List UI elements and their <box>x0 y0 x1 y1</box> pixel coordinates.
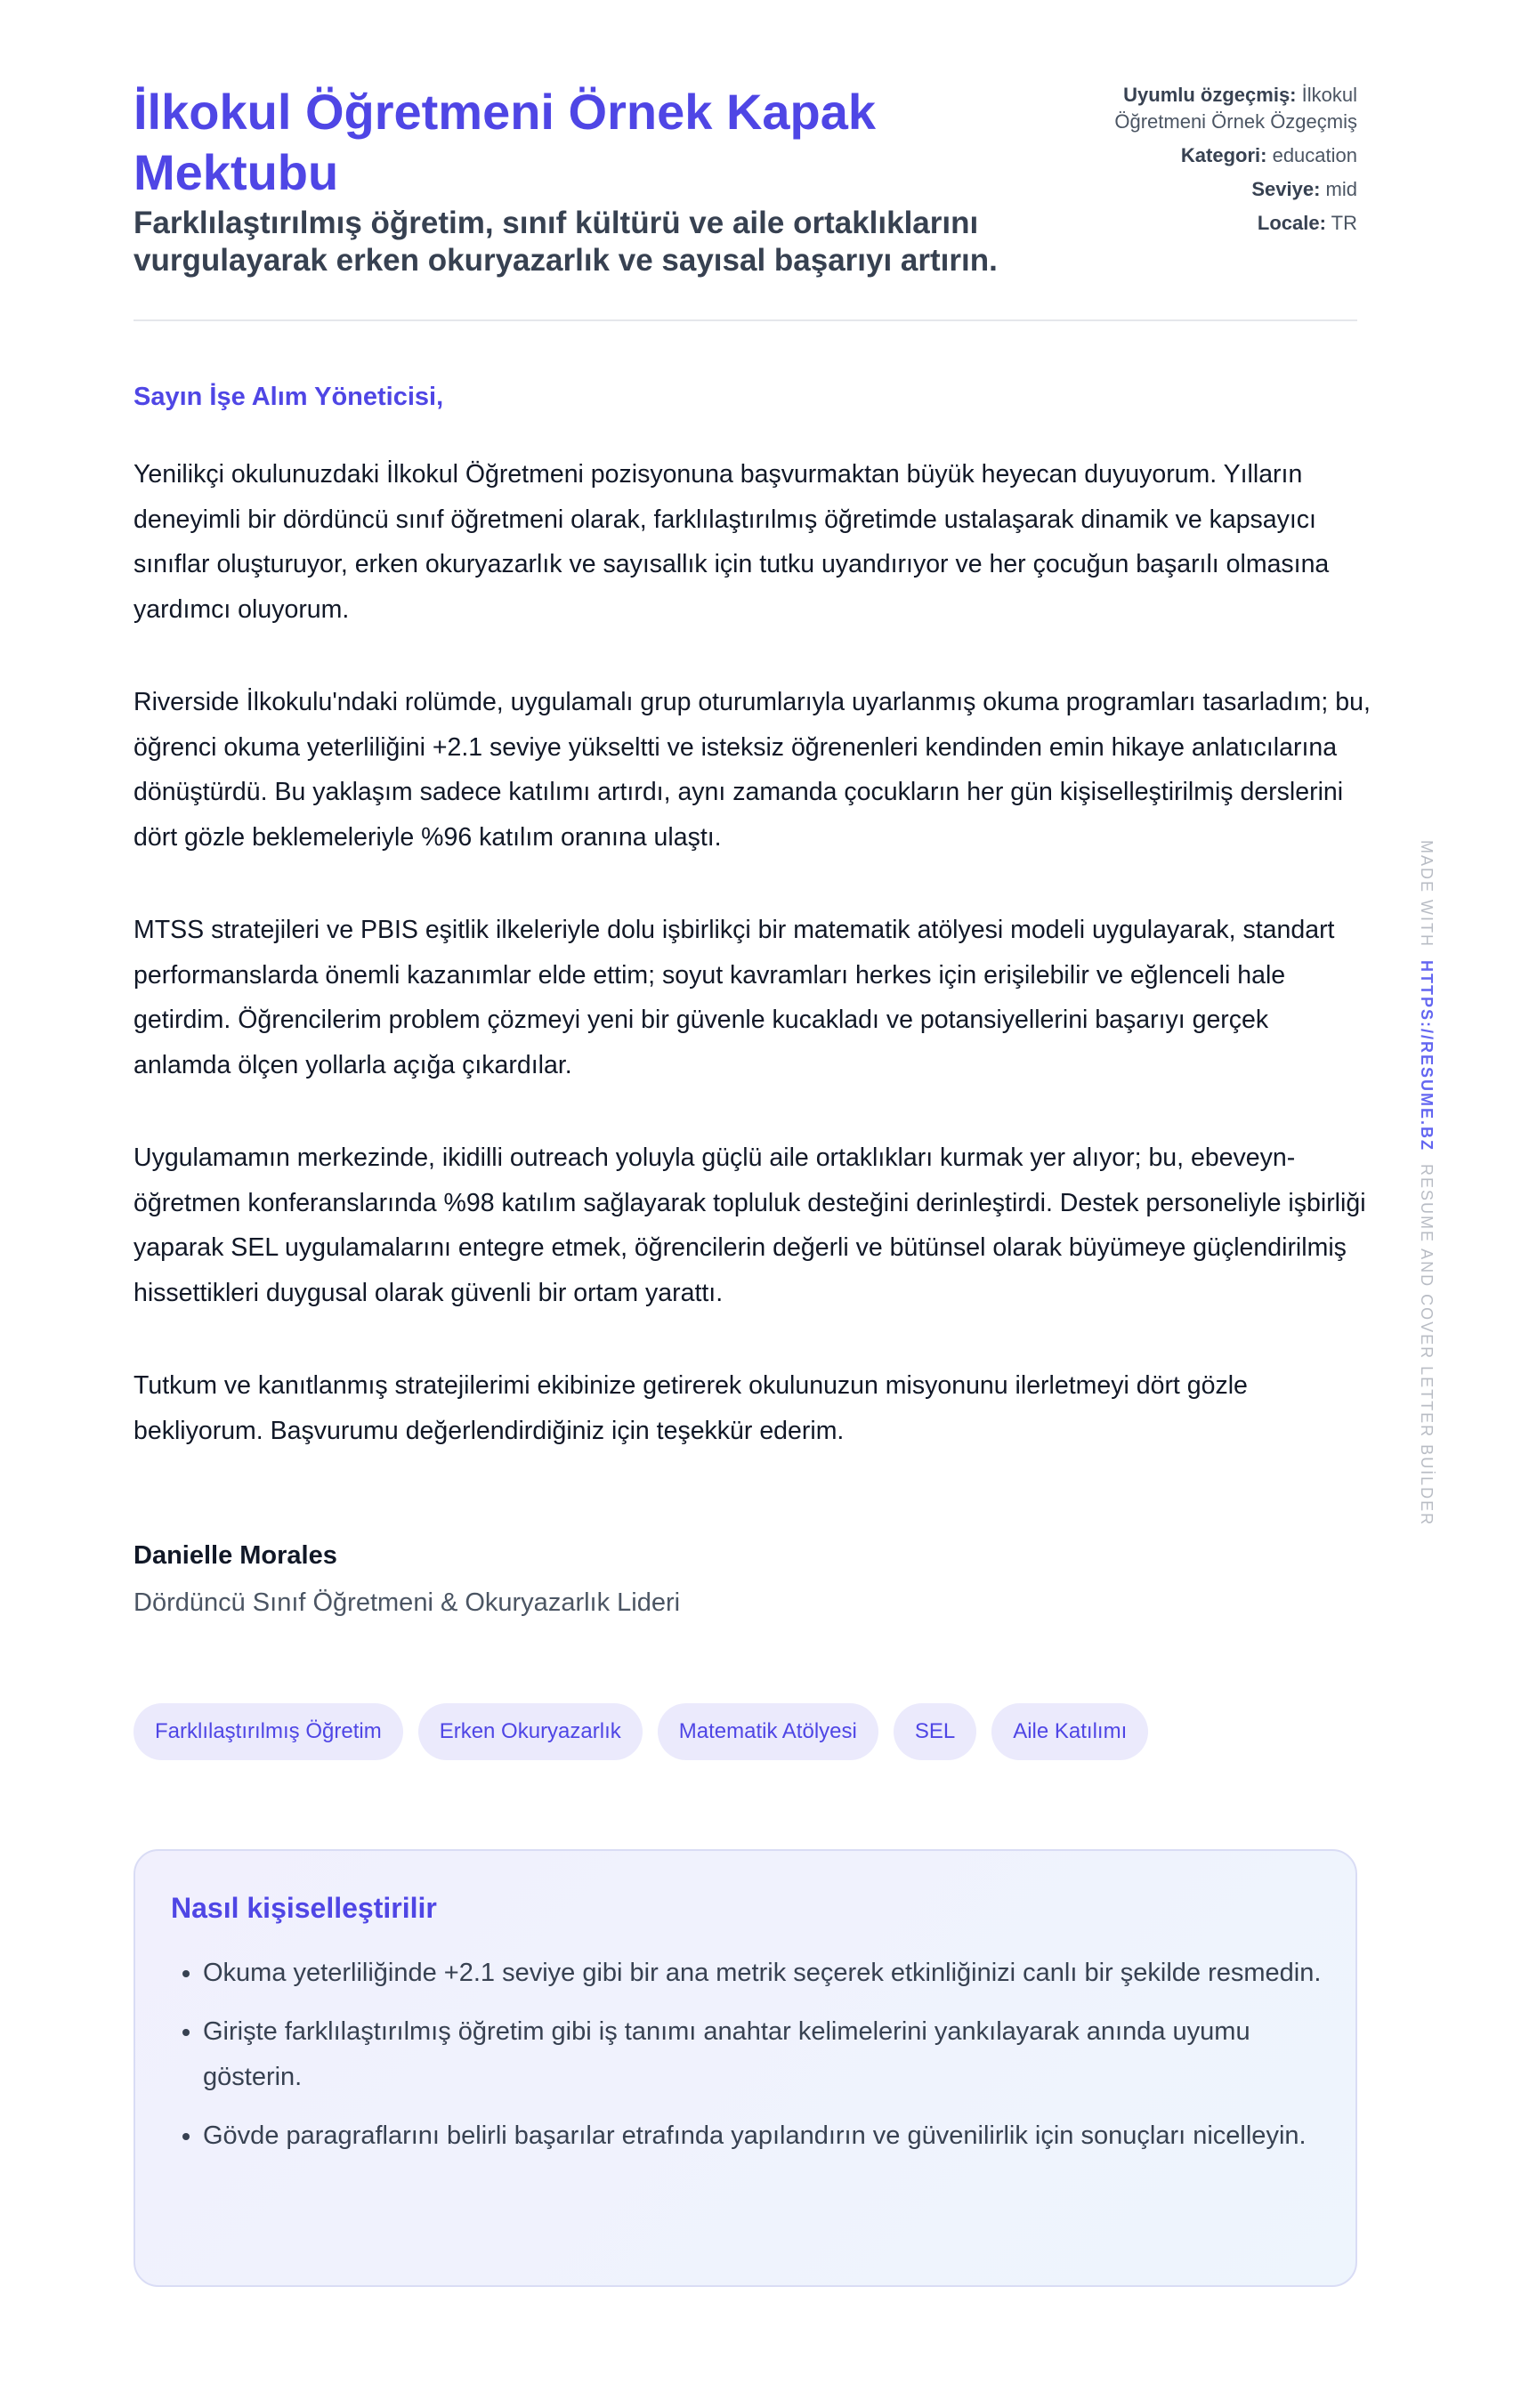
paragraph: Yenilikçi okulunuzdaki İlkokul Öğretmeni pozisyonuna başvurmaktan büyük heyecan duyuyorum. Yılların deneyimli bir dördüncü sınıf öğretmeni olarak, farklılaştırılmış öğretimde ustalaşarak dinamik ve kapsayıcı sınıflar oluşturuyor, erken okuryazarlık ve sayısallık için tutku uyandırıyor ve her çocuğun başarılı olmasına yardımcı oluyorum. <box>134 460 1330 624</box>
meta-info <box>1055 82 1357 244</box>
resume-value[interactable]: İlkokul Öğretmeni Örnek Özgeçmiş <box>1114 84 1357 133</box>
letter-body <box>134 452 1371 1501</box>
page-subtitle: Farklılaştırılmış öğretim, sınıf kültürü ve aile ortaklıklarını vurgulayarak erken okuryazarlık ve sayısal başarıyı artırın. <box>134 206 998 278</box>
level-label: Seviye: <box>1251 178 1321 200</box>
page-title: İlkokul Öğretmeni Örnek Kapak Mektubu <box>134 84 877 200</box>
category-label: Kategori: <box>1180 144 1267 166</box>
watermark <box>1417 840 1436 1526</box>
locale-value: TR <box>1331 212 1357 234</box>
tips-list <box>203 1951 1324 2172</box>
paragraph: Tutkum ve kanıtlanmış stratejilerimi ekibinize getirerek okulunuzun misyonunu ilerletmeyi dört gözle bekliyorum. Başvurumu değerlendirdiğiniz için teşekkür ederim. <box>134 1371 1248 1445</box>
category-value: education <box>1272 144 1357 166</box>
level-value: mid <box>1325 178 1357 200</box>
signer-title: Dördüncü Sınıf Öğretmeni & Okuryazarlık Lideri <box>134 1588 681 1617</box>
salutation: Sayın İşe Alım Yöneticisi, <box>134 383 444 411</box>
watermark-link[interactable]: HTTPS://RESUME.BZ <box>1418 960 1436 1152</box>
tag: Farklılaştırılmış Öğretim <box>134 1703 403 1760</box>
tips-title: Nasıl kişiselleştirilir <box>171 1892 437 1924</box>
tip-item: • Okuma yeterliliğinde +2.1 seviye gibi bir ana metrik seçerek etkinliğinizi canlı bir şekilde resmedin. <box>203 1951 1324 1996</box>
watermark-prefix: MADE WITH <box>1418 840 1436 948</box>
paragraph: MTSS stratejileri ve PBIS eşitlik ilkeleriyle dolu işbirlikçi bir matematik atölyesi modeli uygulayarak, standart performanslarda önemli kazanımlar elde ettim; soyut kavramları herkes için erişilebilir ve eğlenceli hale getirdim. Öğrencilerim problem çözmeyi yeni bir güvenle kucakladı ve potansiyellerini başarıyı gerçek anlamda ölçen yollarla açığa çıkardılar. <box>134 916 1335 1079</box>
paragraph: Uygulamamın merkezinde, ikidilli outreach yoluyla güçlü aile ortaklıkları kurmak yer alıyor; bu, ebeveyn-öğretmen konferanslarında %98 katılım sağlayarak topluluk desteğini derinleştirdi. Destek personeliyle işbirliği yaparak SEL uygulamalarını entegre etmek, öğrencilerin değerli ve bütünsel olarak büyümeye güçlendirilmiş hissettikleri duygusal olarak güvenli bir ortam yarattı. <box>134 1143 1366 1307</box>
watermark-suffix: RESUME AND COVER LETTER BUİLDER <box>1418 1164 1436 1527</box>
tag: Erken Okuryazarlık <box>418 1703 643 1760</box>
tip-item: • Gövde paragraflarını belirli başarılar etrafında yapılandırın ve güvenilirlik için sonuçları nicelleyin. <box>203 2113 1324 2159</box>
tips-box <box>134 1849 1357 2287</box>
tag: Aile Katılımı <box>991 1703 1148 1760</box>
signer-name: Danielle Morales <box>134 1541 337 1570</box>
signature <box>134 1541 680 1618</box>
resume-label: Uyumlu özgeçmiş: <box>1123 84 1297 106</box>
tag-list <box>134 1703 1148 1760</box>
tag: Matematik Atölyesi <box>658 1703 878 1760</box>
paragraph: Riverside İlkokulu'ndaki rolümde, uygulamalı grup oturumlarıyla uyarlanmış okuma programları tasarladım; bu, öğrenci okuma yeterliliğini +2.1 seviye yükseltti ve isteksiz öğrenenleri kendinden emin hikaye anlatıcılarına dönüştürdü. Bu yaklaşım sadece katılımı artırdı, aynı zamanda çocukların her gün kişiselleştirilmiş derslerini dört gözle beklemeleriyle %96 katılım oranına ulaştı. <box>134 688 1371 852</box>
tip-item: • Girişte farklılaştırılmış öğretim gibi iş tanımı anahtar kelimelerini yankılayarak anında uyumu gösterin. <box>203 2009 1324 2100</box>
divider <box>134 319 1357 321</box>
tag: SEL <box>894 1703 976 1760</box>
locale-label: Locale: <box>1257 212 1326 234</box>
header <box>134 82 1357 279</box>
